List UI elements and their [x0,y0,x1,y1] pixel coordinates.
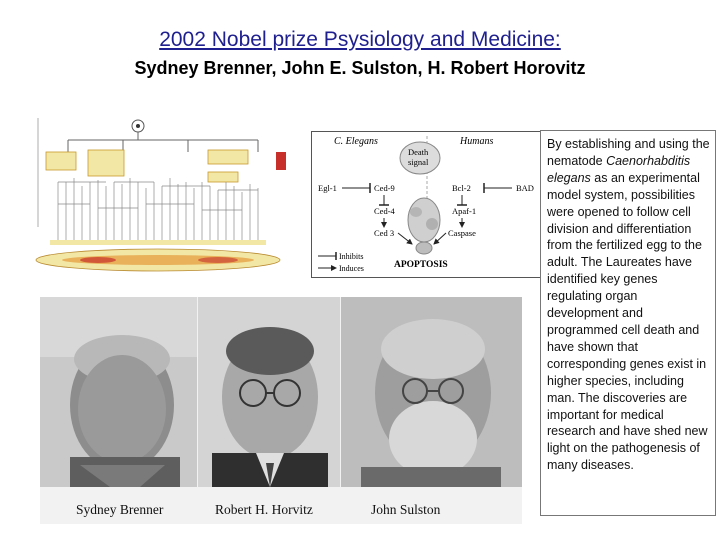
pathway-right-title: Humans [460,136,494,147]
portrait-john-sulston [341,297,522,487]
caption-john-sulston: John Sulston [371,502,441,517]
gene-egl-1: Egl-1 [318,183,337,193]
description-text-end: as an experimental model system, possibilities were opened to follow cell division and differentiation from the fertilized egg to the adult. The Laureates have identified key genes regulating organ development and programmed cell death and have shown that corresponding genes exist in higher species, including man. The discoveries are important for medical research and have shed new light on the pathogenesis of many diseases. [547,170,708,473]
apoptosis-pathway-diagram [311,131,543,278]
gene-apaf-1: Apaf-1 [452,206,477,216]
portrait-sydney-brenner [40,297,197,487]
species-name: Caenorhabditis elegans [547,153,691,185]
cell-lineage-diagram [28,112,296,282]
gene-ced-4: Ced-4 [374,206,395,216]
cell-lineage-figure [28,112,296,282]
legend-induces: Induces [339,264,364,273]
description-text-start: By establishing and using the nematode [547,137,710,168]
gene-ced-9: Ced-9 [374,183,395,193]
death-signal-line1: Death [408,147,429,157]
description-box [540,130,716,516]
gene-ced-3: Ced 3 [374,228,395,238]
page-title: 2002 Nobel prize Psysiology and Medicine: [159,28,561,51]
legend-inhibits: Inhibits [339,252,364,261]
laureate-photos [40,297,522,524]
pathway-left-title: C. Elegans [334,136,378,147]
apoptosis-label: APOPTOSIS [394,260,448,270]
gene-caspase: Caspase [448,228,476,238]
pathway-figure [312,132,542,277]
caption-sydney-brenner: Sydney Brenner [76,502,164,517]
gene-bad: BAD [516,183,534,193]
portrait-robert-horvitz [198,297,340,487]
gene-bcl-2: Bcl-2 [452,183,471,193]
caption-robert-horvitz: Robert H. Horvitz [215,502,313,517]
laureates-subtitle: Sydney Brenner, John E. Sulston, H. Robert Horovitz [134,58,586,78]
death-signal-line2: signal [408,157,429,167]
